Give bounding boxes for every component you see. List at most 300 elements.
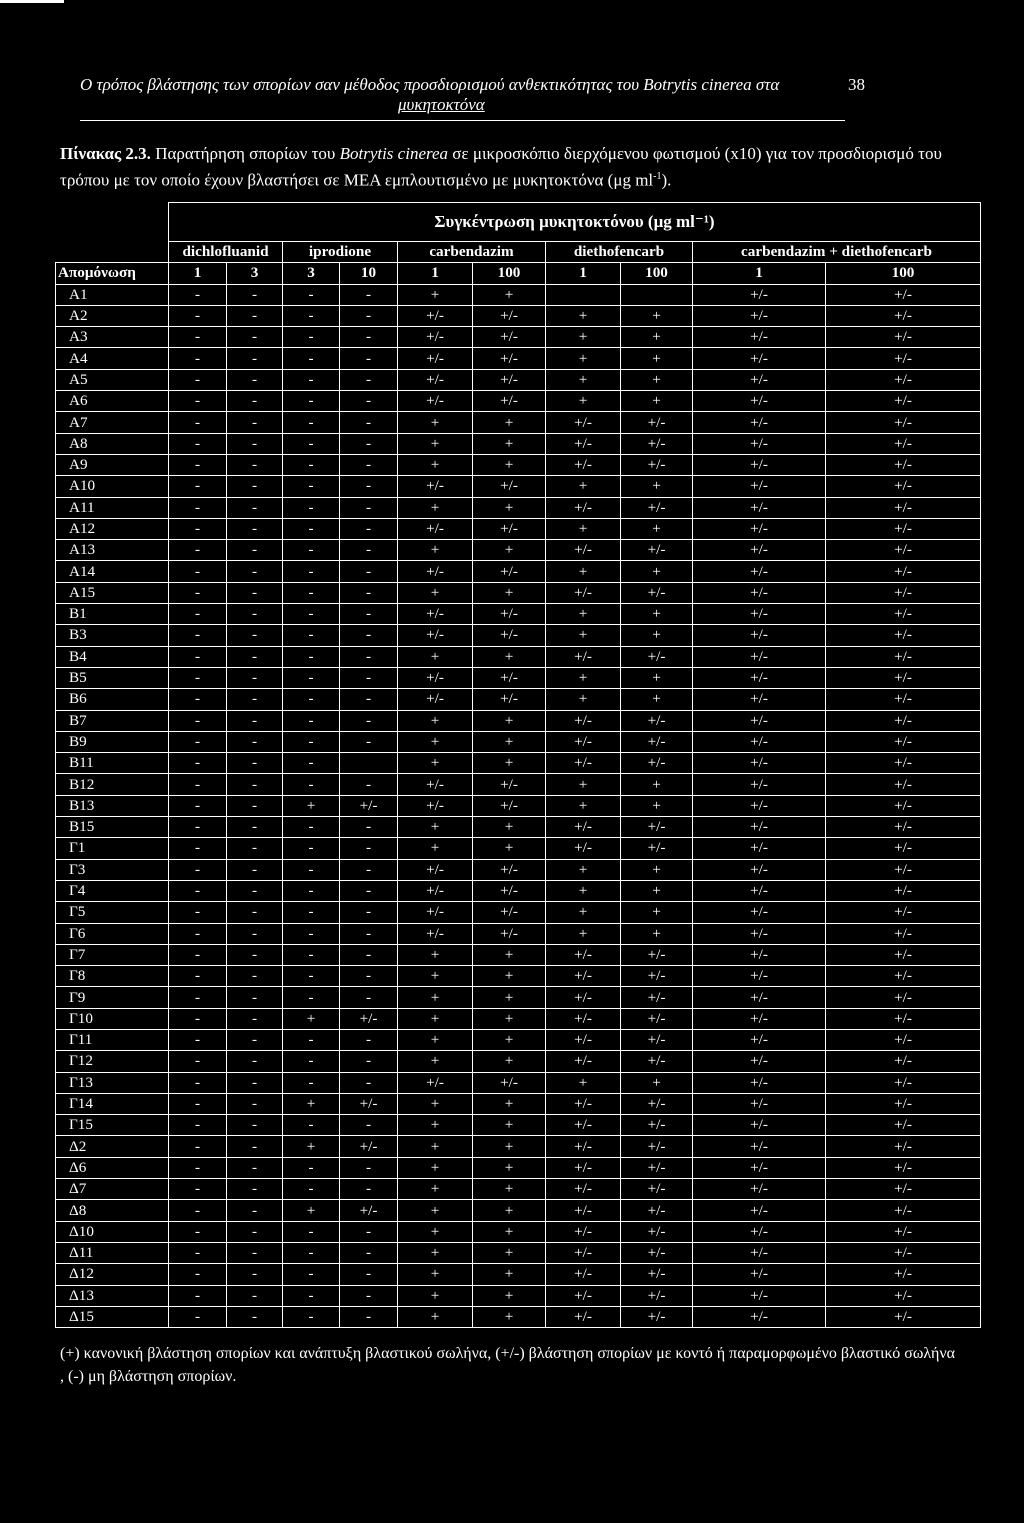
result-cell: -: [227, 795, 283, 816]
result-cell: +: [546, 391, 621, 412]
result-cell: [621, 284, 693, 305]
result-cell: -: [340, 774, 398, 795]
isolate-label: Δ13: [56, 1285, 169, 1306]
result-cell: -: [169, 1157, 227, 1178]
result-cell: -: [283, 433, 340, 454]
result-cell: +/-: [546, 1242, 621, 1263]
isolate-label: B13: [56, 795, 169, 816]
result-cell: +: [546, 880, 621, 901]
result-cell: +/-: [340, 1200, 398, 1221]
table-row: [56, 305, 981, 326]
table-row: [56, 391, 981, 412]
caption-species: Botrytis cinerea: [339, 144, 449, 163]
result-cell: +/-: [693, 1242, 826, 1263]
result-cell: +: [621, 902, 693, 923]
result-cell: +/-: [826, 880, 981, 901]
result-cell: +/-: [693, 1008, 826, 1029]
result-cell: +/-: [826, 1264, 981, 1285]
isolate-label: B6: [56, 689, 169, 710]
result-cell: -: [283, 625, 340, 646]
result-cell: +: [283, 1008, 340, 1029]
result-cell: -: [227, 1285, 283, 1306]
result-cell: -: [169, 753, 227, 774]
result-cell: -: [169, 1200, 227, 1221]
result-cell: +/-: [621, 1221, 693, 1242]
result-cell: -: [340, 646, 398, 667]
result-cell: -: [283, 817, 340, 838]
isolate-label: B5: [56, 667, 169, 688]
result-cell: +/-: [340, 1136, 398, 1157]
result-cell: +/-: [398, 327, 473, 348]
running-title: [80, 75, 800, 115]
result-cell: +/-: [621, 838, 693, 859]
result-cell: +: [398, 1221, 473, 1242]
result-cell: -: [340, 923, 398, 944]
isolate-label: A11: [56, 497, 169, 518]
result-cell: +: [473, 284, 546, 305]
result-cell: +: [621, 391, 693, 412]
result-cell: +: [473, 987, 546, 1008]
result-cell: +/-: [398, 348, 473, 369]
result-cell: +: [398, 1200, 473, 1221]
result-cell: +: [473, 1242, 546, 1263]
result-cell: -: [169, 412, 227, 433]
fungicide-header: diethofencarb: [546, 242, 693, 263]
result-cell: +/-: [546, 710, 621, 731]
result-cell: -: [169, 1051, 227, 1072]
result-cell: +/-: [826, 412, 981, 433]
result-cell: -: [169, 284, 227, 305]
result-cell: +/-: [473, 305, 546, 326]
result-cell: +/-: [546, 1093, 621, 1114]
isolate-label: Γ8: [56, 966, 169, 987]
table-row: [56, 646, 981, 667]
result-cell: +/-: [546, 433, 621, 454]
result-cell: +/-: [621, 753, 693, 774]
concentration-header: 1: [169, 263, 227, 284]
result-cell: +/-: [621, 1029, 693, 1050]
concentration-header: 1: [546, 263, 621, 284]
result-cell: +: [473, 412, 546, 433]
caption-text-before: Παρατήρηση σπορίων του: [155, 144, 336, 163]
result-cell: -: [340, 1072, 398, 1093]
result-cell: +/-: [693, 1072, 826, 1093]
result-cell: +/-: [826, 1029, 981, 1050]
result-cell: +/-: [826, 305, 981, 326]
table-row: [56, 1306, 981, 1327]
table-row: [56, 753, 981, 774]
result-cell: +: [473, 1221, 546, 1242]
result-cell: +: [398, 1136, 473, 1157]
result-cell: -: [227, 1051, 283, 1072]
result-cell: -: [169, 944, 227, 965]
isolate-label: B12: [56, 774, 169, 795]
result-cell: +/-: [621, 1242, 693, 1263]
result-cell: -: [340, 944, 398, 965]
result-cell: +/-: [398, 774, 473, 795]
result-cell: -: [227, 689, 283, 710]
result-cell: +/-: [398, 902, 473, 923]
result-cell: +/-: [473, 795, 546, 816]
result-cell: -: [283, 327, 340, 348]
result-cell: +: [398, 540, 473, 561]
result-cell: -: [340, 880, 398, 901]
result-cell: +: [621, 880, 693, 901]
result-cell: +: [546, 774, 621, 795]
result-cell: +/-: [621, 1008, 693, 1029]
isolate-label: A2: [56, 305, 169, 326]
table-row: [56, 902, 981, 923]
result-cell: +: [473, 1115, 546, 1136]
result-cell: +/-: [826, 667, 981, 688]
result-cell: +/-: [826, 454, 981, 475]
result-cell: +/-: [473, 923, 546, 944]
result-cell: -: [340, 305, 398, 326]
table-row: [56, 795, 981, 816]
isolate-label: A9: [56, 454, 169, 475]
isolate-label: Γ11: [56, 1029, 169, 1050]
result-cell: -: [283, 1051, 340, 1072]
result-cell: +/-: [693, 987, 826, 1008]
result-cell: -: [283, 1264, 340, 1285]
result-cell: +/-: [693, 454, 826, 475]
result-cell: -: [283, 838, 340, 859]
result-cell: -: [227, 284, 283, 305]
result-cell: -: [169, 795, 227, 816]
result-cell: +: [398, 1008, 473, 1029]
result-cell: +: [473, 454, 546, 475]
result-cell: +/-: [546, 753, 621, 774]
result-cell: -: [169, 646, 227, 667]
result-cell: +/-: [693, 859, 826, 880]
table-row: [56, 731, 981, 752]
result-cell: +/-: [340, 1093, 398, 1114]
table-row: [56, 433, 981, 454]
result-cell: -: [169, 1008, 227, 1029]
result-cell: -: [227, 327, 283, 348]
result-cell: +/-: [621, 1200, 693, 1221]
table-row: [56, 944, 981, 965]
isolate-label: A8: [56, 433, 169, 454]
table-row: [56, 966, 981, 987]
result-cell: -: [340, 348, 398, 369]
result-cell: -: [283, 1179, 340, 1200]
result-cell: -: [227, 1115, 283, 1136]
result-cell: +/-: [693, 1306, 826, 1327]
table-row: [56, 859, 981, 880]
result-cell: +: [621, 859, 693, 880]
result-cell: +: [473, 817, 546, 838]
result-cell: +/-: [621, 1285, 693, 1306]
isolate-label: B1: [56, 604, 169, 625]
result-cell: +/-: [546, 1029, 621, 1050]
table-row: [56, 667, 981, 688]
result-cell: +/-: [546, 540, 621, 561]
isolate-label: Γ14: [56, 1093, 169, 1114]
result-cell: +: [621, 561, 693, 582]
result-cell: +: [473, 646, 546, 667]
result-cell: -: [340, 454, 398, 475]
result-cell: +: [546, 518, 621, 539]
result-cell: -: [340, 1029, 398, 1050]
result-cell: -: [169, 1029, 227, 1050]
result-cell: +/-: [693, 327, 826, 348]
result-cell: -: [227, 476, 283, 497]
result-cell: +/-: [546, 817, 621, 838]
result-cell: -: [340, 987, 398, 1008]
result-cell: +/-: [826, 1115, 981, 1136]
isolate-label: A12: [56, 518, 169, 539]
isolate-label: Γ6: [56, 923, 169, 944]
table-row: [56, 689, 981, 710]
concentration-header: 3: [283, 263, 340, 284]
result-cell: -: [227, 433, 283, 454]
result-cell: +/-: [693, 902, 826, 923]
result-cell: +/-: [473, 774, 546, 795]
isolate-label: Δ7: [56, 1179, 169, 1200]
result-cell: +/-: [826, 1306, 981, 1327]
result-cell: +/-: [546, 1200, 621, 1221]
result-cell: -: [227, 859, 283, 880]
result-cell: +/-: [473, 476, 546, 497]
isolate-label: Δ6: [56, 1157, 169, 1178]
result-cell: +/-: [473, 902, 546, 923]
isolate-label: Γ9: [56, 987, 169, 1008]
table-body: [56, 284, 981, 1328]
isolate-label: Γ1: [56, 838, 169, 859]
result-cell: +/-: [826, 327, 981, 348]
result-cell: +/-: [473, 859, 546, 880]
result-cell: -: [169, 518, 227, 539]
result-cell: +/-: [826, 561, 981, 582]
page-number: 38: [848, 75, 865, 94]
result-cell: +: [283, 1200, 340, 1221]
result-cell: +: [546, 859, 621, 880]
result-cell: +: [473, 540, 546, 561]
result-cell: +/-: [621, 987, 693, 1008]
result-cell: -: [169, 625, 227, 646]
result-cell: -: [169, 1221, 227, 1242]
result-cell: +/-: [473, 518, 546, 539]
result-cell: -: [169, 454, 227, 475]
result-cell: -: [340, 859, 398, 880]
result-cell: +: [398, 497, 473, 518]
result-cell: -: [169, 859, 227, 880]
result-cell: +: [473, 1306, 546, 1327]
result-cell: +: [398, 582, 473, 603]
result-cell: -: [227, 1179, 283, 1200]
result-cell: +/-: [826, 966, 981, 987]
result-cell: +: [398, 710, 473, 731]
result-cell: -: [227, 1200, 283, 1221]
result-cell: +/-: [621, 582, 693, 603]
isolate-label: A7: [56, 412, 169, 433]
result-cell: +/-: [473, 880, 546, 901]
result-cell: -: [340, 1115, 398, 1136]
result-cell: +/-: [473, 667, 546, 688]
result-cell: -: [283, 476, 340, 497]
result-cell: +: [398, 731, 473, 752]
fungicide-header: carbendazim + diethofencarb: [693, 242, 981, 263]
isolate-label: A5: [56, 369, 169, 390]
result-cell: +/-: [621, 944, 693, 965]
result-cell: -: [283, 1115, 340, 1136]
result-cell: +: [546, 667, 621, 688]
result-cell: +/-: [546, 1285, 621, 1306]
result-cell: -: [283, 1242, 340, 1263]
result-cell: -: [340, 327, 398, 348]
result-cell: +: [546, 561, 621, 582]
result-cell: +: [473, 753, 546, 774]
result-cell: +/-: [398, 391, 473, 412]
result-cell: +/-: [693, 1115, 826, 1136]
result-cell: +/-: [826, 369, 981, 390]
result-cell: +/-: [693, 497, 826, 518]
table-row: [56, 1072, 981, 1093]
result-cell: +: [621, 667, 693, 688]
result-cell: -: [169, 1242, 227, 1263]
result-cell: +: [546, 348, 621, 369]
table-row: [56, 923, 981, 944]
result-cell: -: [283, 859, 340, 880]
fungicide-header: carbendazim: [398, 242, 546, 263]
result-cell: -: [340, 1157, 398, 1178]
result-cell: +/-: [693, 582, 826, 603]
result-cell: +/-: [826, 433, 981, 454]
result-cell: +/-: [693, 689, 826, 710]
isolate-label: B7: [56, 710, 169, 731]
result-cell: +/-: [473, 689, 546, 710]
result-cell: +/-: [621, 540, 693, 561]
result-cell: -: [340, 1179, 398, 1200]
result-cell: +/-: [621, 966, 693, 987]
result-cell: +/-: [826, 923, 981, 944]
result-cell: -: [169, 305, 227, 326]
result-cell: +/-: [398, 689, 473, 710]
result-cell: +: [398, 1285, 473, 1306]
result-cell: +/-: [546, 1157, 621, 1178]
result-cell: +/-: [826, 689, 981, 710]
result-cell: +/-: [621, 817, 693, 838]
result-cell: +: [473, 1264, 546, 1285]
isolate-label: A1: [56, 284, 169, 305]
concentration-header: 1: [693, 263, 826, 284]
table-row: [56, 497, 981, 518]
isolate-label: Δ15: [56, 1306, 169, 1327]
fungicide-header: iprodione: [283, 242, 398, 263]
result-cell: -: [169, 902, 227, 923]
result-cell: +: [546, 689, 621, 710]
top-rule: [0, 0, 64, 3]
concentration-header: 100: [473, 263, 546, 284]
table-row: [56, 476, 981, 497]
result-cell: -: [227, 540, 283, 561]
result-cell: -: [227, 710, 283, 731]
result-cell: +/-: [826, 710, 981, 731]
table-row: [56, 284, 981, 305]
result-cell: -: [169, 327, 227, 348]
result-cell: +/-: [398, 518, 473, 539]
result-cell: -: [283, 710, 340, 731]
result-cell: +/-: [546, 1008, 621, 1029]
result-cell: +/-: [826, 476, 981, 497]
table-row: [56, 561, 981, 582]
result-cell: +: [546, 476, 621, 497]
table-row: [56, 327, 981, 348]
result-cell: [546, 284, 621, 305]
result-cell: +: [546, 1072, 621, 1093]
result-cell: +/-: [693, 1157, 826, 1178]
concentration-header: 3: [227, 263, 283, 284]
result-cell: +/-: [826, 540, 981, 561]
result-cell: +/-: [826, 944, 981, 965]
result-cell: -: [340, 604, 398, 625]
result-cell: +/-: [693, 774, 826, 795]
result-cell: +: [398, 987, 473, 1008]
result-cell: -: [283, 518, 340, 539]
table-row: [56, 1179, 981, 1200]
result-cell: -: [227, 1072, 283, 1093]
result-cell: -: [227, 966, 283, 987]
result-cell: +/-: [826, 1242, 981, 1263]
result-cell: -: [340, 817, 398, 838]
result-cell: -: [227, 348, 283, 369]
result-cell: -: [227, 454, 283, 475]
result-cell: +: [398, 1115, 473, 1136]
result-cell: +/-: [546, 1136, 621, 1157]
result-cell: -: [340, 518, 398, 539]
result-cell: +: [473, 1093, 546, 1114]
result-cell: +/-: [693, 1200, 826, 1221]
result-cell: +/-: [693, 944, 826, 965]
result-cell: +/-: [693, 817, 826, 838]
result-cell: +/-: [693, 391, 826, 412]
result-cell: -: [283, 1072, 340, 1093]
isolate-label: A3: [56, 327, 169, 348]
result-cell: +/-: [826, 518, 981, 539]
result-cell: +/-: [473, 561, 546, 582]
result-cell: -: [340, 838, 398, 859]
result-cell: +/-: [826, 795, 981, 816]
result-cell: +/-: [621, 433, 693, 454]
result-cell: +/-: [473, 391, 546, 412]
result-cell: -: [227, 625, 283, 646]
result-cell: +: [473, 433, 546, 454]
fungicide-header: dichlofluanid: [169, 242, 283, 263]
result-cell: +/-: [621, 1115, 693, 1136]
result-cell: +/-: [340, 795, 398, 816]
result-cell: +/-: [473, 327, 546, 348]
result-cell: -: [169, 817, 227, 838]
result-cell: +: [283, 1136, 340, 1157]
result-cell: +/-: [473, 1072, 546, 1093]
result-cell: +/-: [621, 1306, 693, 1327]
result-cell: +: [473, 582, 546, 603]
result-cell: +/-: [826, 1285, 981, 1306]
result-cell: -: [283, 987, 340, 1008]
result-cell: +: [621, 305, 693, 326]
result-cell: +: [621, 476, 693, 497]
result-cell: +: [473, 1179, 546, 1200]
result-cell: +/-: [621, 710, 693, 731]
result-cell: -: [283, 348, 340, 369]
result-cell: +/-: [693, 1221, 826, 1242]
result-cell: +: [398, 646, 473, 667]
result-cell: +: [398, 1264, 473, 1285]
result-cell: +: [621, 774, 693, 795]
result-cell: +: [621, 327, 693, 348]
result-cell: -: [340, 667, 398, 688]
